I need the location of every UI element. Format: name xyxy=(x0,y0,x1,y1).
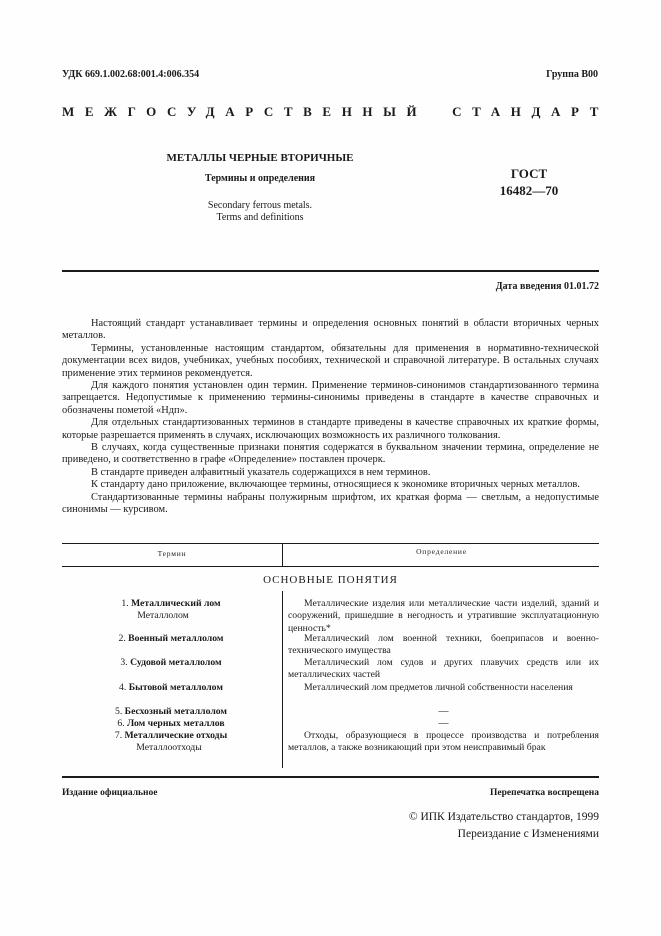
term-number: 6. xyxy=(117,718,125,729)
body-paragraph: Для отдельных стандартизованных терминов в стандарте приведены в качестве справочных их краткие формы, которые разрешается применять в случаях, исключающих возможность их различного толкования. xyxy=(62,417,599,441)
reprint-prohibited-label: Перепечатка воспрещена xyxy=(489,788,599,798)
table-header-rule xyxy=(62,566,599,567)
table-row-definition: Отходы, образующиеся в процессе производства и потребления металлов, а также возникающий при этом неисправимый брак xyxy=(288,730,599,754)
header-rule xyxy=(62,270,599,272)
table-row-term xyxy=(62,657,280,669)
term-number: 3. xyxy=(120,657,128,668)
interstate-standard-heading xyxy=(62,104,609,120)
term-name: Металлический лом xyxy=(131,598,221,609)
body-paragraph: К стандарту дано приложение, включающее термины, относящиеся к экономике вторичных черных металлов. xyxy=(91,479,580,491)
header-separator xyxy=(282,543,283,567)
english-title-line2: Terms and definitions xyxy=(216,212,304,223)
term-number: 7. xyxy=(114,730,123,741)
gost-designation xyxy=(478,165,580,199)
body-text xyxy=(62,318,599,517)
term-number: 5. xyxy=(114,706,123,717)
term-short-form: Металлолом xyxy=(137,610,189,621)
gost-label: ГОСТ xyxy=(510,166,548,181)
table-row-term xyxy=(62,730,280,754)
table-row-definition: Металлический лом предметов личной собственности населения xyxy=(304,682,573,693)
copyright-line: © ИПК Издательство стандартов, 1999 xyxy=(408,811,599,823)
table-row-term xyxy=(62,706,280,718)
term-name: Металлические отходы xyxy=(124,730,228,741)
term-name: Бесхозный металлолом xyxy=(124,706,228,717)
section-title: ОСНОВНЫЕ ПОНЯТИЯ xyxy=(263,574,398,586)
document-subtitle: Термины и определения xyxy=(204,173,316,184)
column-header-term: Термин xyxy=(157,549,187,558)
term-name: Лом черных металлов xyxy=(127,718,225,729)
term-name: Военный металлолом xyxy=(128,633,224,644)
body-paragraph: В стандарте приведен алфавитный указатель содержащихся в нем терминов. xyxy=(91,466,431,478)
intro-date: Дата введения 01.01.72 xyxy=(495,281,599,292)
table-row-definition: — xyxy=(438,706,449,717)
table-row-definition: Металлический лом судов и других плавучих средств или их металлических частей xyxy=(288,657,599,681)
english-title-line1: Secondary ferrous metals. xyxy=(207,200,313,211)
table-row-term xyxy=(62,598,280,622)
group-code: Группа В00 xyxy=(546,69,598,80)
term-name: Бытовой металлолом xyxy=(128,682,223,693)
term-number: 1. xyxy=(121,598,129,609)
reissue-line: Переиздание с Изменениями xyxy=(457,828,599,840)
standard-word: СТАНДАРТ xyxy=(452,104,609,119)
term-number: 4. xyxy=(119,682,127,693)
terms-table xyxy=(62,543,599,773)
table-top-rule xyxy=(62,543,599,544)
term-name: Судовой металлолом xyxy=(130,657,222,668)
table-row-term xyxy=(62,682,280,694)
udk-code: УДК 669.1.002.68:001.4:006.354 xyxy=(62,69,200,80)
term-number: 2. xyxy=(118,633,126,644)
official-edition-label: Издание официальное xyxy=(62,788,158,798)
document-title: МЕТАЛЛЫ ЧЕРНЫЕ ВТОРИЧНЫЕ xyxy=(166,152,354,164)
body-paragraph: Термины, установленные настоящим стандартом, обязательны для применения в нормативно-технической документации всех видов, учебниках, учебных пособиях, технической и справочной литературе. В остальных случаях применение этих терминов рекомендуется. xyxy=(62,342,599,379)
table-row-term xyxy=(62,718,280,730)
body-paragraph: Настоящий стандарт устанавливает термины и определения основных понятий в области вторичных черных металлов. xyxy=(62,318,599,342)
term-short-form: Металлоотходы xyxy=(136,742,202,753)
table-row-definition: — xyxy=(438,718,449,729)
body-paragraph: В случаях, когда существенные признаки понятия содержатся в буквальном значении термина, определение не приведено, и соответственно в графе «Определение» поставлен прочерк. xyxy=(62,442,599,466)
column-separator xyxy=(282,591,283,768)
column-header-definition: Определение xyxy=(416,547,467,556)
interstate-word: МЕЖГОСУДАРСТВЕННЫЙ xyxy=(62,104,428,119)
gost-number: 16482—70 xyxy=(499,183,559,198)
footer-rule xyxy=(62,776,599,778)
table-row-definition: Металлический лом военной техники, боеприпасов и военно-технического имущества xyxy=(288,633,599,657)
table-row-definition: Металлические изделия или металлические части изделий, зданий и сооружений, пришедшие в негодность и утратившие эксплуатационную ценность* xyxy=(288,598,599,634)
table-row-term xyxy=(62,633,280,645)
body-paragraph: Стандартизованные термины набраны полужирным шрифтом, их краткая форма — светлым, а недопустимые синонимы — курсивом. xyxy=(62,491,599,516)
body-paragraph: Для каждого понятия установлен один термин. Применение терминов-синонимов стандартизованного термина запрещается. Недопустимые к применению термины-синонимы приведены в стандарте в качестве справочных и обозначены пометой «Ндп». xyxy=(62,380,599,416)
